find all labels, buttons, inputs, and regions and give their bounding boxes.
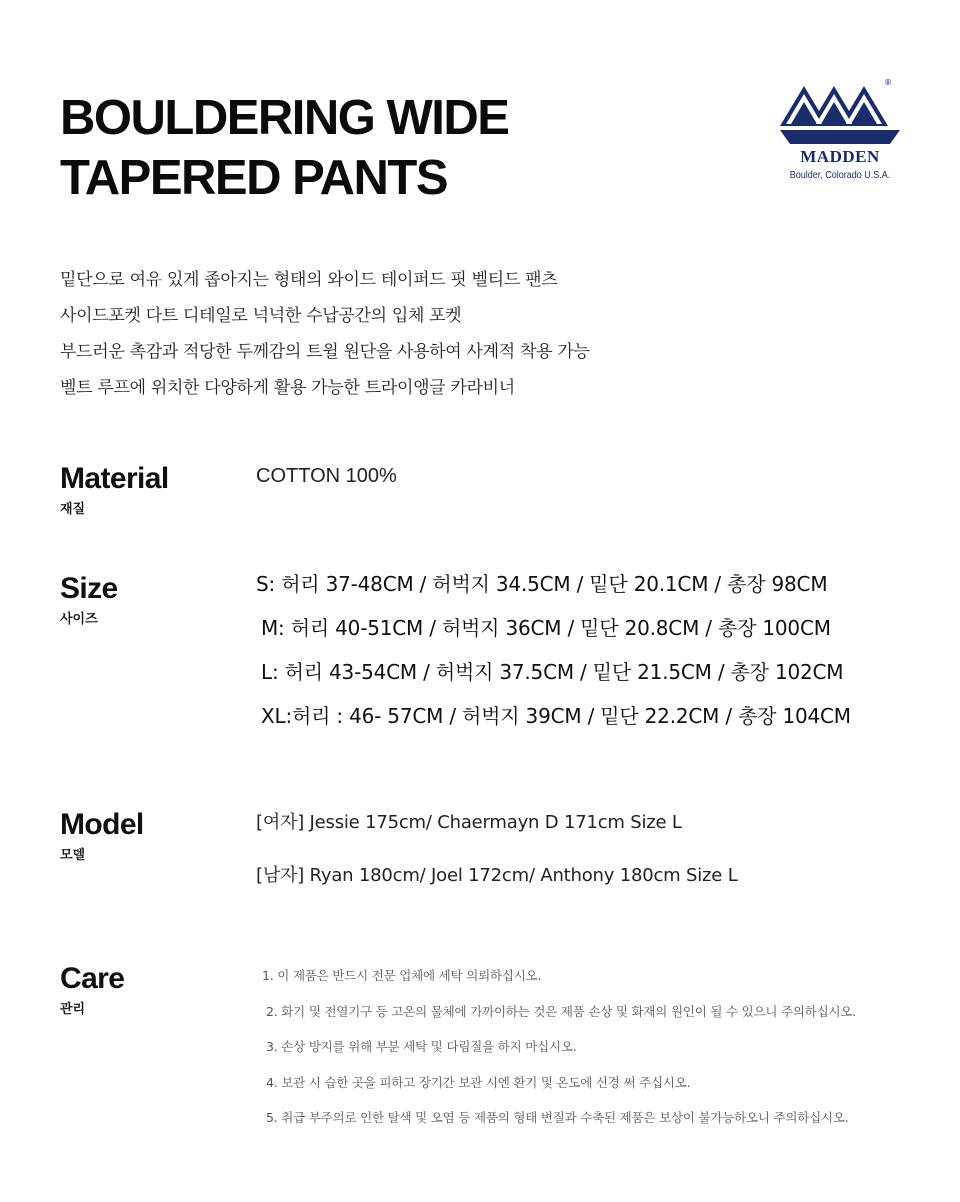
material-value-block [256,465,397,488]
model-label-ko: 모델 [60,848,86,863]
care-label-ko: 관리 [60,1002,86,1017]
feature-item: 밑단으로 여유 있게 좁아지는 형태의 와이드 테이퍼드 핏 벨티드 팬츠 [60,270,558,290]
care-item: 5. 취급 부주의로 인한 탈색 및 오염 등 제품의 형태 변질과 수축된 제품은 보상이 불가능하오니 주의하십시오. [266,1110,849,1125]
care-item: 2. 화기 및 전열기구 등 고온의 물체에 가까이하는 것은 제품 손상 및 화재의 원인이 될 수 있으니 주의하십시오. [266,1003,857,1019]
product-title-line-1: BOULDERING WIDE [60,91,509,145]
product-title [60,88,700,208]
size-label-en: Size [60,572,118,605]
model-label-en: Model [60,808,144,841]
logo-brand-name: MADDEN [800,147,880,166]
madden-logo [778,78,902,184]
size-label [60,572,118,627]
size-table [256,562,851,738]
logo-location: Boulder, Colorado U.S.A. [789,170,891,181]
model-row-women: [여자] Jessie 175cm/ Chaermayn D 171cm Size L [256,812,682,833]
size-label-ko: 사이즈 [60,612,98,627]
size-row-l: L: 허리 43-54CM / 허벅지 37.5CM / 밑단 21.5CM / 총장 102CM [261,660,844,684]
registered-mark: ® [884,78,892,87]
product-title-line-2: TAPERED PANTS [60,151,448,205]
size-row-m: M: 허리 40-51CM / 허벅지 36CM / 밑단 20.8CM / 총장 100CM [261,616,831,640]
material-label-en: Material [60,462,169,495]
model-row-men: [남자] Ryan 180cm/ Joel 172cm/ Anthony 180cm Size L [256,865,738,886]
care-item: 4. 보관 시 습한 곳을 피하고 장기간 보관 시엔 환기 및 온도에 신경 써 주십시오. [266,1074,691,1090]
feature-item: 사이드포켓 다트 디테일로 넉넉한 수납공간의 입체 포켓 [60,306,462,326]
material-label-ko: 재질 [60,502,86,517]
care-item: 3. 손상 방지를 위해 부분 세탁 및 다림질을 하지 마십시오. [266,1039,577,1054]
care-item: 1. 이 제품은 반드시 전문 업체에 세탁 의뢰하십시오. [262,968,542,983]
feature-list [60,262,590,406]
care-label-en: Care [60,962,125,995]
material-value: COTTON 100% [256,465,397,487]
feature-item: 부드러운 촉감과 적당한 두께감의 트윌 원단을 사용하여 사계적 착용 가능 [60,342,590,362]
material-label [60,462,169,517]
size-row-xl: XL:허리 : 46- 57CM / 허벅지 39CM / 밑단 22.2CM / 총장 104CM [261,704,851,728]
feature-item: 벨트 루프에 위치한 다양하게 활용 가능한 트라이앵글 카라비너 [60,378,515,398]
care-label [60,962,124,1017]
mountain-logo-icon [778,78,902,146]
care-instructions [262,958,856,1136]
model-label [60,808,144,863]
model-info [256,808,738,887]
size-row-s: S: 허리 37-48CM / 허벅지 34.5CM / 밑단 20.1CM / 총장 98CM [256,572,828,596]
